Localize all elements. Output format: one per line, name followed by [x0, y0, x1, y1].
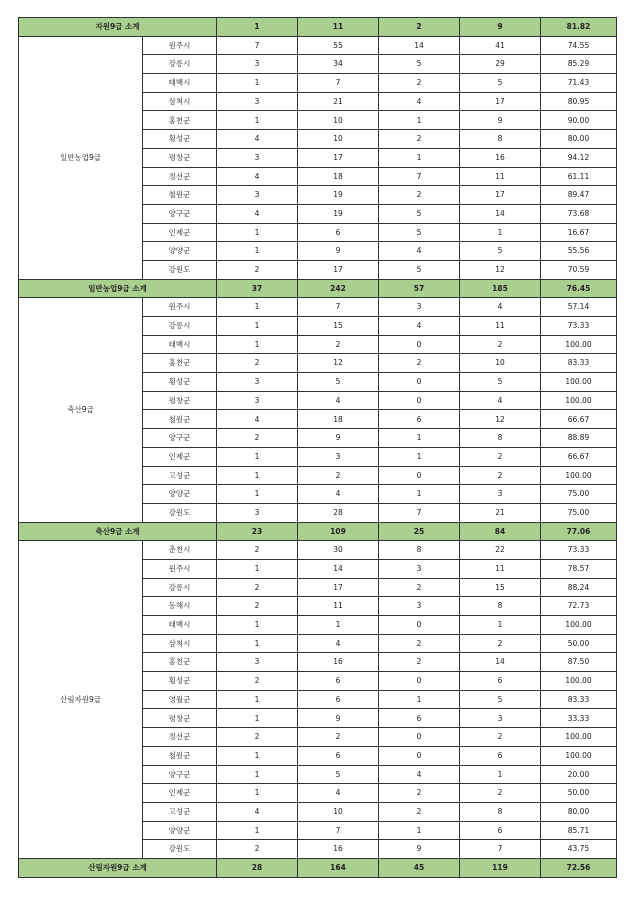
value-cell: 2	[217, 429, 298, 448]
value-cell: 100.00	[541, 373, 617, 392]
region-cell: 홍천군	[143, 653, 217, 672]
value-cell: 12	[460, 260, 541, 279]
value-cell: 2	[460, 447, 541, 466]
value-cell: 5	[379, 204, 460, 223]
table-row	[19, 298, 617, 317]
value-cell: 9	[298, 429, 379, 448]
value-cell: 6	[379, 410, 460, 429]
value-cell: 17	[460, 186, 541, 205]
value-cell: 2	[379, 578, 460, 597]
value-cell: 0	[379, 373, 460, 392]
value-cell: 3	[217, 186, 298, 205]
value-cell: 1	[217, 74, 298, 93]
subtotal-label: 축산9급 소계	[19, 522, 217, 541]
value-cell: 57.14	[541, 298, 617, 317]
region-cell: 삼척시	[143, 634, 217, 653]
subtotal-value: 37	[217, 279, 298, 298]
subtotal-value: 77.06	[541, 522, 617, 541]
region-cell: 인제군	[143, 223, 217, 242]
value-cell: 100.00	[541, 616, 617, 635]
subtotal-value: 119	[460, 858, 541, 877]
region-cell: 강릉시	[143, 55, 217, 74]
value-cell: 72.73	[541, 597, 617, 616]
value-cell: 4	[298, 784, 379, 803]
value-cell: 80.00	[541, 130, 617, 149]
value-cell: 14	[460, 653, 541, 672]
region-cell: 영월군	[143, 690, 217, 709]
value-cell: 2	[460, 335, 541, 354]
region-cell: 고성군	[143, 466, 217, 485]
value-cell: 4	[217, 167, 298, 186]
value-cell: 75.00	[541, 503, 617, 522]
value-cell: 100.00	[541, 728, 617, 747]
value-cell: 1	[217, 709, 298, 728]
region-cell: 철원군	[143, 186, 217, 205]
subtotal-row	[19, 522, 617, 541]
value-cell: 3	[217, 653, 298, 672]
subtotal-value: 76.45	[541, 279, 617, 298]
value-cell: 3	[217, 373, 298, 392]
region-cell: 양구군	[143, 765, 217, 784]
subtotal-value: 109	[298, 522, 379, 541]
region-cell: 강원도	[143, 840, 217, 859]
value-cell: 94.12	[541, 148, 617, 167]
region-cell: 횡성군	[143, 672, 217, 691]
value-cell: 0	[379, 391, 460, 410]
value-cell: 1	[298, 616, 379, 635]
subtotal-value: 81.82	[541, 18, 617, 37]
value-cell: 6	[298, 690, 379, 709]
region-cell: 삼척시	[143, 92, 217, 111]
value-cell: 4	[460, 391, 541, 410]
value-cell: 0	[379, 466, 460, 485]
value-cell: 4	[217, 802, 298, 821]
region-cell: 철원군	[143, 746, 217, 765]
value-cell: 1	[379, 821, 460, 840]
value-cell: 17	[298, 578, 379, 597]
value-cell: 1	[217, 559, 298, 578]
region-cell: 인제군	[143, 784, 217, 803]
value-cell: 8	[460, 130, 541, 149]
value-cell: 1	[217, 111, 298, 130]
value-cell: 11	[460, 167, 541, 186]
value-cell: 14	[298, 559, 379, 578]
value-cell: 83.33	[541, 354, 617, 373]
value-cell: 3	[217, 92, 298, 111]
value-cell: 2	[460, 784, 541, 803]
value-cell: 1	[379, 148, 460, 167]
value-cell: 100.00	[541, 466, 617, 485]
value-cell: 1	[379, 690, 460, 709]
value-cell: 78.57	[541, 559, 617, 578]
value-cell: 4	[379, 317, 460, 336]
value-cell: 5	[460, 242, 541, 261]
region-cell: 강원도	[143, 503, 217, 522]
value-cell: 73.33	[541, 317, 617, 336]
value-cell: 41	[460, 36, 541, 55]
value-cell: 17	[460, 92, 541, 111]
value-cell: 1	[217, 746, 298, 765]
value-cell: 2	[379, 74, 460, 93]
value-cell: 7	[298, 821, 379, 840]
value-cell: 100.00	[541, 746, 617, 765]
value-cell: 1	[217, 616, 298, 635]
value-cell: 9	[460, 111, 541, 130]
value-cell: 73.33	[541, 541, 617, 560]
value-cell: 85.29	[541, 55, 617, 74]
value-cell: 10	[298, 802, 379, 821]
value-cell: 2	[298, 466, 379, 485]
value-cell: 70.59	[541, 260, 617, 279]
value-cell: 1	[379, 111, 460, 130]
value-cell: 7	[298, 74, 379, 93]
value-cell: 4	[298, 391, 379, 410]
value-cell: 9	[298, 242, 379, 261]
region-cell: 평창군	[143, 709, 217, 728]
subtotal-value: 185	[460, 279, 541, 298]
value-cell: 2	[298, 728, 379, 747]
value-cell: 5	[379, 223, 460, 242]
value-cell: 2	[379, 354, 460, 373]
value-cell: 1	[217, 485, 298, 504]
value-cell: 1	[379, 429, 460, 448]
value-cell: 1	[217, 634, 298, 653]
value-cell: 16.67	[541, 223, 617, 242]
value-cell: 3	[217, 391, 298, 410]
value-cell: 7	[460, 840, 541, 859]
value-cell: 19	[298, 186, 379, 205]
value-cell: 7	[217, 36, 298, 55]
value-cell: 4	[217, 204, 298, 223]
region-cell: 양구군	[143, 429, 217, 448]
region-cell: 양양군	[143, 821, 217, 840]
value-cell: 74.55	[541, 36, 617, 55]
value-cell: 11	[460, 559, 541, 578]
subtotal-value: 23	[217, 522, 298, 541]
value-cell: 4	[379, 242, 460, 261]
value-cell: 11	[298, 597, 379, 616]
region-cell: 춘천시	[143, 541, 217, 560]
value-cell: 73.68	[541, 204, 617, 223]
value-cell: 3	[379, 298, 460, 317]
value-cell: 4	[379, 92, 460, 111]
subtotal-value: 84	[460, 522, 541, 541]
value-cell: 2	[460, 728, 541, 747]
region-cell: 인제군	[143, 447, 217, 466]
region-cell: 강릉시	[143, 578, 217, 597]
region-cell: 횡성군	[143, 373, 217, 392]
value-cell: 2	[460, 634, 541, 653]
value-cell: 4	[217, 410, 298, 429]
value-cell: 17	[298, 260, 379, 279]
value-cell: 18	[298, 410, 379, 429]
value-cell: 6	[298, 223, 379, 242]
region-cell: 홍천군	[143, 111, 217, 130]
value-cell: 15	[460, 578, 541, 597]
subtotal-row	[19, 279, 617, 298]
value-cell: 3	[379, 559, 460, 578]
value-cell: 15	[298, 317, 379, 336]
region-cell: 태백시	[143, 74, 217, 93]
region-cell: 강원도	[143, 260, 217, 279]
value-cell: 88.24	[541, 578, 617, 597]
value-cell: 19	[298, 204, 379, 223]
value-cell: 10	[460, 354, 541, 373]
value-cell: 100.00	[541, 391, 617, 410]
value-cell: 7	[379, 167, 460, 186]
value-cell: 2	[379, 634, 460, 653]
subtotal-value: 45	[379, 858, 460, 877]
value-cell: 4	[217, 130, 298, 149]
value-cell: 0	[379, 728, 460, 747]
region-cell: 홍천군	[143, 354, 217, 373]
value-cell: 5	[379, 55, 460, 74]
value-cell: 2	[217, 541, 298, 560]
value-cell: 1	[217, 447, 298, 466]
value-cell: 5	[298, 765, 379, 784]
value-cell: 30	[298, 541, 379, 560]
value-cell: 83.33	[541, 690, 617, 709]
value-cell: 5	[460, 373, 541, 392]
value-cell: 3	[460, 485, 541, 504]
value-cell: 61.11	[541, 167, 617, 186]
value-cell: 2	[217, 260, 298, 279]
value-cell: 3	[217, 55, 298, 74]
value-cell: 2	[217, 728, 298, 747]
value-cell: 3	[217, 503, 298, 522]
value-cell: 7	[298, 298, 379, 317]
value-cell: 100.00	[541, 672, 617, 691]
value-cell: 0	[379, 746, 460, 765]
subtotal-value: 25	[379, 522, 460, 541]
value-cell: 14	[379, 36, 460, 55]
value-cell: 2	[379, 802, 460, 821]
region-cell: 양양군	[143, 242, 217, 261]
group-label: 일반농업9급	[19, 36, 143, 279]
subtotal-value: 57	[379, 279, 460, 298]
value-cell: 1	[217, 317, 298, 336]
value-cell: 100.00	[541, 335, 617, 354]
value-cell: 1	[460, 223, 541, 242]
value-cell: 18	[298, 167, 379, 186]
value-cell: 55	[298, 36, 379, 55]
value-cell: 1	[217, 821, 298, 840]
value-cell: 1	[217, 765, 298, 784]
region-cell: 원주시	[143, 36, 217, 55]
value-cell: 3	[379, 597, 460, 616]
value-cell: 1	[217, 784, 298, 803]
value-cell: 80.00	[541, 802, 617, 821]
value-cell: 4	[298, 485, 379, 504]
value-cell: 2	[217, 840, 298, 859]
value-cell: 50.00	[541, 784, 617, 803]
value-cell: 2	[217, 672, 298, 691]
region-cell: 원주시	[143, 298, 217, 317]
value-cell: 5	[460, 690, 541, 709]
value-cell: 2	[379, 186, 460, 205]
value-cell: 17	[298, 148, 379, 167]
subtotal-value: 2	[379, 18, 460, 37]
subtotal-label: 일반농업9급 소계	[19, 279, 217, 298]
region-cell: 정선군	[143, 728, 217, 747]
value-cell: 55.56	[541, 242, 617, 261]
value-cell: 90.00	[541, 111, 617, 130]
table-row	[19, 36, 617, 55]
table-body	[19, 18, 617, 878]
value-cell: 80.95	[541, 92, 617, 111]
value-cell: 11	[460, 317, 541, 336]
region-cell: 정선군	[143, 167, 217, 186]
value-cell: 6	[460, 746, 541, 765]
value-cell: 2	[217, 578, 298, 597]
value-cell: 1	[379, 485, 460, 504]
region-cell: 태백시	[143, 335, 217, 354]
value-cell: 87.50	[541, 653, 617, 672]
region-cell: 평창군	[143, 391, 217, 410]
subtotal-label: 자원9급 소계	[19, 18, 217, 37]
value-cell: 66.67	[541, 410, 617, 429]
value-cell: 2	[217, 354, 298, 373]
value-cell: 5	[298, 373, 379, 392]
value-cell: 0	[379, 672, 460, 691]
value-cell: 6	[298, 746, 379, 765]
value-cell: 16	[298, 840, 379, 859]
value-cell: 2	[379, 130, 460, 149]
value-cell: 6	[460, 672, 541, 691]
value-cell: 12	[460, 410, 541, 429]
value-cell: 2	[298, 335, 379, 354]
value-cell: 9	[379, 840, 460, 859]
value-cell: 5	[379, 260, 460, 279]
region-cell: 평창군	[143, 148, 217, 167]
value-cell: 66.67	[541, 447, 617, 466]
value-cell: 0	[379, 616, 460, 635]
value-cell: 1	[460, 616, 541, 635]
value-cell: 12	[298, 354, 379, 373]
subtotal-value: 9	[460, 18, 541, 37]
subtotal-row-top	[19, 18, 617, 37]
value-cell: 7	[379, 503, 460, 522]
value-cell: 1	[217, 298, 298, 317]
table-row	[19, 541, 617, 560]
value-cell: 22	[460, 541, 541, 560]
value-cell: 88.89	[541, 429, 617, 448]
group-label: 축산9급	[19, 298, 143, 522]
subtotal-label: 산림자원9급 소계	[19, 858, 217, 877]
value-cell: 1	[217, 466, 298, 485]
value-cell: 21	[298, 92, 379, 111]
value-cell: 1	[217, 690, 298, 709]
value-cell: 4	[298, 634, 379, 653]
value-cell: 75.00	[541, 485, 617, 504]
value-cell: 3	[217, 148, 298, 167]
value-cell: 1	[217, 223, 298, 242]
subtotal-value: 1	[217, 18, 298, 37]
value-cell: 71.43	[541, 74, 617, 93]
value-cell: 6	[379, 709, 460, 728]
value-cell: 29	[460, 55, 541, 74]
value-cell: 8	[460, 597, 541, 616]
value-cell: 85.71	[541, 821, 617, 840]
value-cell: 8	[379, 541, 460, 560]
value-cell: 9	[298, 709, 379, 728]
value-cell: 89.47	[541, 186, 617, 205]
value-cell: 2	[379, 653, 460, 672]
value-cell: 10	[298, 130, 379, 149]
value-cell: 6	[460, 821, 541, 840]
value-cell: 4	[379, 765, 460, 784]
value-cell: 0	[379, 335, 460, 354]
region-cell: 동해시	[143, 597, 217, 616]
value-cell: 6	[298, 672, 379, 691]
value-cell: 2	[217, 597, 298, 616]
region-cell: 철원군	[143, 410, 217, 429]
value-cell: 50.00	[541, 634, 617, 653]
value-cell: 4	[460, 298, 541, 317]
region-cell: 양양군	[143, 485, 217, 504]
value-cell: 1	[460, 765, 541, 784]
value-cell: 2	[460, 466, 541, 485]
value-cell: 33.33	[541, 709, 617, 728]
value-cell: 5	[460, 74, 541, 93]
subtotal-value: 28	[217, 858, 298, 877]
value-cell: 43.75	[541, 840, 617, 859]
region-cell: 원주시	[143, 559, 217, 578]
region-cell: 횡성군	[143, 130, 217, 149]
value-cell: 16	[460, 148, 541, 167]
value-cell: 10	[298, 111, 379, 130]
value-cell: 14	[460, 204, 541, 223]
subtotal-value: 164	[298, 858, 379, 877]
value-cell: 21	[460, 503, 541, 522]
value-cell: 28	[298, 503, 379, 522]
value-cell: 1	[379, 447, 460, 466]
value-cell: 1	[217, 242, 298, 261]
region-cell: 양구군	[143, 204, 217, 223]
value-cell: 3	[298, 447, 379, 466]
value-cell: 16	[298, 653, 379, 672]
subtotal-value: 11	[298, 18, 379, 37]
value-cell: 3	[460, 709, 541, 728]
subtotal-row	[19, 858, 617, 877]
value-cell: 1	[217, 335, 298, 354]
value-cell: 20.00	[541, 765, 617, 784]
value-cell: 34	[298, 55, 379, 74]
subtotal-value: 242	[298, 279, 379, 298]
subtotal-value: 72.56	[541, 858, 617, 877]
group-label: 산림자원9급	[19, 541, 143, 859]
region-cell: 태백시	[143, 616, 217, 635]
region-cell: 고성군	[143, 802, 217, 821]
value-cell: 2	[379, 784, 460, 803]
recruitment-statistics-table	[18, 17, 617, 878]
value-cell: 8	[460, 429, 541, 448]
region-cell: 강릉시	[143, 317, 217, 336]
value-cell: 8	[460, 802, 541, 821]
